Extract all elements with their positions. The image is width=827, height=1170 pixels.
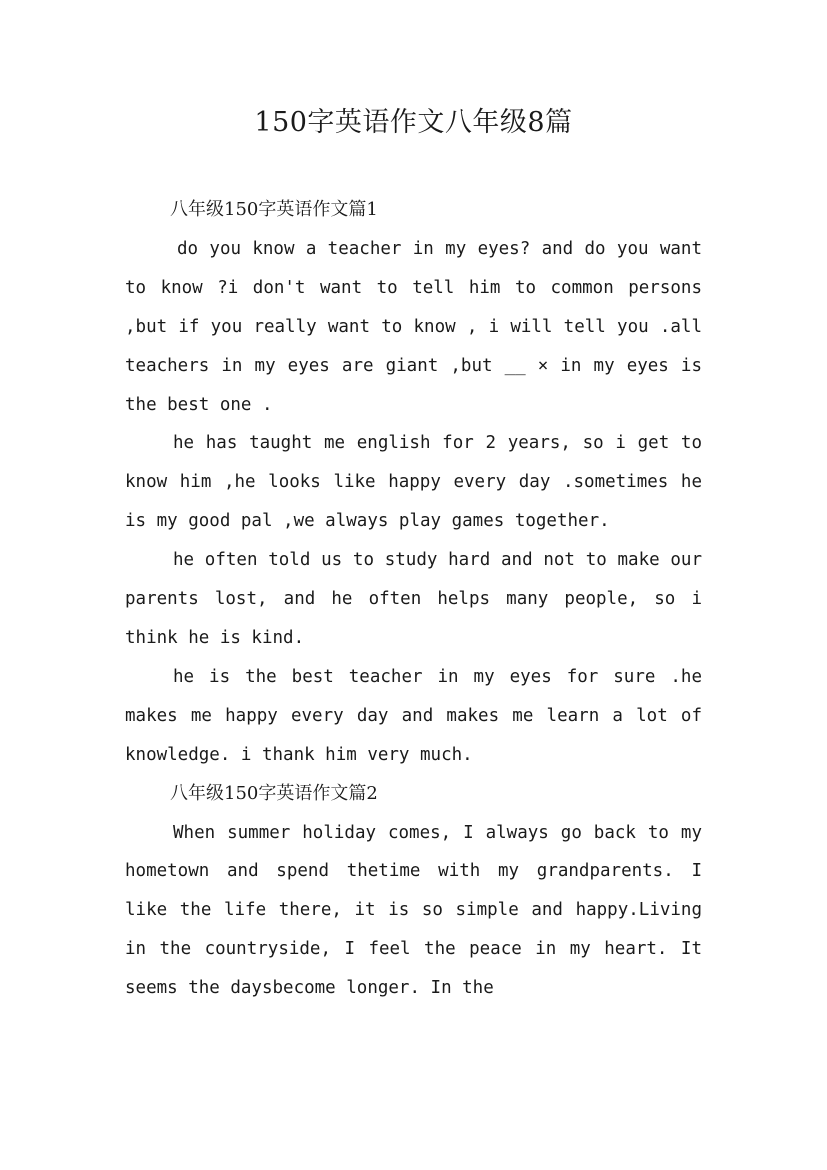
document-title: 150字英语作文八年级8篇 [254, 107, 573, 138]
section-heading: 八年级150字英语作文篇1 [170, 199, 378, 220]
document-body [125, 191, 702, 1008]
paragraph: he often told us to study hard and not to make our parents lost, and he often helps many people, so i think he is kind. [125, 550, 702, 648]
section-heading: 八年级150字英语作文篇2 [170, 782, 378, 804]
paragraph: he is the best teacher in my eyes for sure .he makes me happy every day and makes me learn a lot of knowledge. i thank him very much. [125, 666, 702, 765]
paragraph: he has taught me english for 2 years, so i get to know him ,he looks like happy every day .sometimes he is my good pal ,we always play games together. [125, 433, 702, 532]
paragraph: do you know a teacher in my eyes? and do you want to know ?i don't want to tell him to common persons ,but if you really want to know , i will tell you .all teachers in my eyes are giant ,but __ × in my eyes is the best one . [125, 238, 702, 415]
paragraph: When summer holiday comes, I always go back to my hometown and spend thetime with my grandparents. I like the life there, it is so simple and happy.Living in the countryside, I feel the peace in my heart. It seems the daysbecome longer. In the [125, 822, 702, 999]
